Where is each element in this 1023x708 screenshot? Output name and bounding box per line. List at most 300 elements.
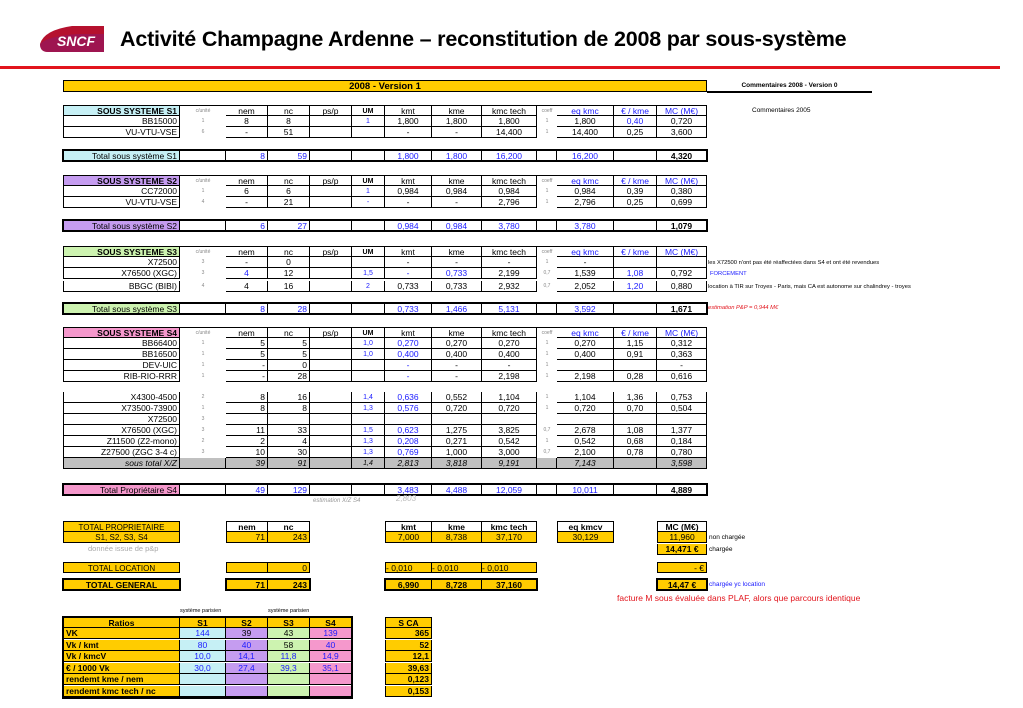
cell-um: 1: [352, 186, 385, 197]
col-header-co: coeff: [537, 327, 557, 338]
total-outline: [62, 483, 708, 496]
cell-nem: -: [226, 127, 268, 138]
cell-um: -: [352, 197, 385, 208]
cell-psp: [310, 349, 352, 360]
ratio-cell: 27,4: [226, 663, 268, 674]
cell-eu: 0,70: [614, 403, 657, 414]
ratio-cell: 80: [180, 640, 226, 651]
title-divider: [0, 66, 1000, 69]
gen-mc-outline: [656, 578, 708, 591]
ratio-header-0: Ratios: [63, 617, 180, 628]
ratio-sca: 12,1: [385, 651, 432, 662]
cell: [226, 562, 268, 573]
row-label: X76500 (XGC): [63, 268, 180, 279]
col-header-nc: nc: [268, 175, 310, 186]
cell-um: 1,5: [352, 425, 385, 436]
cell-nem: 5: [226, 349, 268, 360]
col-header-nc: nc: [268, 327, 310, 338]
ratio-label: rendemt kme / nem: [63, 674, 180, 685]
col-header-kmt: kmt: [385, 246, 432, 257]
gen-kme: 8,728: [432, 579, 482, 590]
gen-kmct: 37,160: [482, 579, 537, 590]
cell-u: 1: [201, 362, 205, 368]
total-kmt: 3,483: [385, 484, 432, 495]
col-header-eq: eq kmc: [557, 327, 614, 338]
cell-mc: 0,504: [657, 403, 707, 414]
cell-eq: -: [557, 257, 614, 268]
loc-kmct: - 0,010: [482, 562, 537, 573]
cell-psp: [310, 268, 352, 279]
subsystem-header: SOUS SYSTEME S2: [63, 175, 180, 186]
cell-nem: 4: [226, 268, 268, 279]
note-forcement: FORCEMENT: [710, 271, 747, 277]
subtotal-eq: 7,143: [557, 458, 614, 469]
ratio-sca: 365: [385, 628, 432, 639]
loc-nc: 0: [268, 562, 310, 573]
col-header-kmt: kmt: [385, 175, 432, 186]
cell-co: 1: [545, 438, 549, 444]
cell-u: 3: [201, 259, 205, 265]
cell-co: 0,7: [543, 283, 551, 289]
cell-um: 2: [352, 281, 385, 292]
cell-mc: [657, 414, 707, 425]
ratio-cell: 139: [310, 628, 352, 639]
total-proprietaire-label: TOTAL PROPRIETAIRE: [63, 521, 180, 532]
subtotal-nem: 39: [226, 458, 268, 469]
sum-tp-eq: 30,129: [557, 532, 614, 543]
cell-kme: 1,275: [432, 425, 482, 436]
cell-kmct: -: [482, 360, 537, 371]
cell-nc: 5: [268, 338, 310, 349]
row-label: CC72000: [63, 186, 180, 197]
total-eq: 10,011: [557, 484, 614, 495]
cell-nc: 28: [268, 371, 310, 382]
subtotal-kmt: 2,813: [385, 458, 432, 469]
sum-tp-kme: 8,738: [432, 532, 482, 543]
ratio-top-label-2: système parisien: [268, 608, 310, 614]
col-header-nc: nc: [268, 246, 310, 257]
cell-co: 0,7: [543, 427, 551, 433]
total-nc: 59: [268, 150, 310, 161]
sum-pp-mc: 14,471 €: [657, 544, 707, 555]
estimation-xz-value: 2,803: [396, 494, 417, 503]
cell-nc: 51: [268, 127, 310, 138]
cell-u: 3: [201, 449, 205, 455]
cell-kmct: 0,270: [482, 338, 537, 349]
note-chargee-location: chargée yc location: [709, 581, 766, 588]
note-x72500: les X72500 n'ont pas été réaffectées dans S4 et ont été revendues: [708, 260, 880, 266]
subtotal-lab: sous total X/Z: [63, 458, 180, 469]
sum-tp-kmt: 7,000: [385, 532, 432, 543]
cell-u: 1: [201, 351, 205, 357]
cell-co: 1: [545, 118, 549, 124]
subsystem-header: SOUS SYSTEME S1: [63, 105, 180, 116]
cell-nc: 16: [268, 281, 310, 292]
cell-um: 1,4: [352, 392, 385, 403]
cell-nc: 6: [268, 186, 310, 197]
cell-nem: 8: [226, 403, 268, 414]
col-header-nem: nem: [226, 105, 268, 116]
cell-kme: -: [432, 257, 482, 268]
cell-kme: -: [432, 197, 482, 208]
cell-u: 1: [201, 405, 205, 411]
cell-psp: [310, 197, 352, 208]
col-header-kmct: kmc tech: [482, 105, 537, 116]
cell-mc: 3,600: [657, 127, 707, 138]
cell-co: 1: [545, 129, 549, 135]
cell-um: [352, 371, 385, 382]
total-nc: 129: [268, 484, 310, 495]
row-label: X73500-73900: [63, 403, 180, 414]
cell-um: 1,0: [352, 338, 385, 349]
subtotal-u: [180, 458, 226, 469]
cell-nem: 6: [226, 186, 268, 197]
cell-eu: 1,20: [614, 281, 657, 292]
cell-kmt: -: [385, 257, 432, 268]
cell-um: 1,0: [352, 349, 385, 360]
cell-kme: 1,800: [432, 116, 482, 127]
cell-eu: 1,08: [614, 268, 657, 279]
cell-psp: [310, 414, 352, 425]
cell-kmt: -: [385, 268, 432, 279]
cell-nem: 5: [226, 338, 268, 349]
cell-kmt: 0,400: [385, 349, 432, 360]
svg-text:SNCF: SNCF: [56, 33, 96, 49]
col-header-kmct: kmc tech: [482, 246, 537, 257]
ratio-label: rendemt kmc tech / nc: [63, 686, 180, 697]
cell-kmct: 0,720: [482, 403, 537, 414]
total-mc: 4,320: [657, 150, 707, 161]
cell-co: 0,7: [543, 270, 551, 276]
loc-kmt: - 0,010: [385, 562, 432, 573]
subsystem-header: SOUS SYSTEME S4: [63, 327, 180, 338]
cell-psp: [310, 257, 352, 268]
cell-mc: 0,880: [657, 281, 707, 292]
total-kmct: 3,780: [482, 220, 537, 231]
cell-psp: [310, 281, 352, 292]
cell-kme: -: [432, 371, 482, 382]
cell-kmt: 0,623: [385, 425, 432, 436]
cell-nem: 4: [226, 281, 268, 292]
total-label: Total Propriétaire S4: [63, 484, 180, 495]
cell-kmt: -: [385, 127, 432, 138]
cell-co: 1: [545, 340, 549, 346]
ratio-sca: 39,63: [385, 663, 432, 674]
sum-h-nc: nc: [268, 521, 310, 532]
row-label: DEV-UIC: [63, 360, 180, 371]
col-header-kmt: kmt: [385, 105, 432, 116]
cell-psp: [310, 338, 352, 349]
cell-nem: 2: [226, 436, 268, 447]
row-label: BB66400: [63, 338, 180, 349]
cell-mc: 0,312: [657, 338, 707, 349]
cell-co: 1: [545, 405, 549, 411]
cell-kmct: -: [482, 257, 537, 268]
col-header-eu: € / kme: [614, 327, 657, 338]
cell-co: 1: [545, 188, 549, 194]
cell-mc: 0,780: [657, 447, 707, 458]
col-header-nem: nem: [226, 246, 268, 257]
cell-eq: [557, 360, 614, 371]
cell-co: [537, 414, 557, 425]
col-header-co: coeff: [537, 175, 557, 186]
cell-mc: 0,720: [657, 116, 707, 127]
total-nem: 6: [226, 220, 268, 231]
cell-u: 1: [201, 340, 205, 346]
cell-mc: 1,377: [657, 425, 707, 436]
total-location-label: TOTAL LOCATION: [63, 562, 180, 573]
cell-kmct: 0,400: [482, 349, 537, 360]
subtotal-psp: [310, 458, 352, 469]
sum-h-kmt: kmt: [385, 521, 432, 532]
comment-2005: Commentaires 2005: [752, 107, 811, 114]
cell-psp: [310, 392, 352, 403]
col-header-eq: eq kmc: [557, 246, 614, 257]
col-header-kmct: kmc tech: [482, 327, 537, 338]
col-header-nem: nem: [226, 175, 268, 186]
cell-nc: 0: [268, 257, 310, 268]
cell-nem: 8: [226, 392, 268, 403]
subtotal-mc: 3,598: [657, 458, 707, 469]
page-title: Activité Champagne Ardenne – reconstitution de 2008 par sous-système: [120, 27, 847, 51]
cell-eu: [614, 414, 657, 425]
cell-mc: 0,616: [657, 371, 707, 382]
row-label: BB15000: [63, 116, 180, 127]
sncf-logo: [38, 22, 106, 56]
cell-nem: [226, 414, 268, 425]
row-label: BB16500: [63, 349, 180, 360]
total-kme: 4,488: [432, 484, 482, 495]
col-header-um: UM: [352, 175, 385, 186]
total-kmt: 1,800: [385, 150, 432, 161]
cell-nc: 12: [268, 268, 310, 279]
ratios-outline: [62, 616, 353, 699]
cell-kmt: 0,576: [385, 403, 432, 414]
col-header-eu: € / kme: [614, 175, 657, 186]
total-outline: [62, 219, 708, 232]
subtotal-nc: 91: [268, 458, 310, 469]
cell-kmct: [482, 414, 537, 425]
total-general-label: TOTAL GENERAL: [63, 579, 180, 590]
cell-eu: 1,36: [614, 392, 657, 403]
col-header-um: UM: [352, 246, 385, 257]
col-header-mc: MC (M€): [657, 105, 707, 116]
row-label: RIB-RIO-RRR: [63, 371, 180, 382]
cell-um: [352, 360, 385, 371]
sum-h-mc: MC (M€): [657, 521, 707, 532]
ratio-cell: 35,1: [310, 663, 352, 674]
col-header-psp: ps/p: [310, 175, 352, 186]
cell-nem: 10: [226, 447, 268, 458]
cell-eq: 2,052: [557, 281, 614, 292]
ratio-sca: 0,123: [385, 674, 432, 685]
col-header-u: c/unité: [180, 175, 226, 186]
total-kmt: 0,984: [385, 220, 432, 231]
loc-kme: - 0,010: [432, 562, 482, 573]
cell-kme: 0,270: [432, 338, 482, 349]
cell-kmt: -: [385, 371, 432, 382]
sum-h-eqkmcv: eq kmcv: [557, 521, 614, 532]
cell-psp: [310, 447, 352, 458]
cell-um: 1,5: [352, 268, 385, 279]
total-mc: 1,079: [657, 220, 707, 231]
row-label: Z11500 (Z2-mono): [63, 436, 180, 447]
cell-u: 3: [201, 270, 205, 276]
cell-eu: 0,68: [614, 436, 657, 447]
ratio-cell: 11,8: [268, 651, 310, 662]
cell-um: [352, 127, 385, 138]
comment-v0: Commentaires 2008 - Version 0: [707, 80, 872, 92]
row-label: X76500 (XGC): [63, 425, 180, 436]
cell-kmt: -: [385, 197, 432, 208]
gen-kmt: 6,990: [385, 579, 432, 590]
cell-nc: 8: [268, 116, 310, 127]
col-header-co: coeff: [537, 246, 557, 257]
cell-eq: 2,678: [557, 425, 614, 436]
cell-psp: [310, 127, 352, 138]
cell-mc: [657, 257, 707, 268]
cell-kmct: 1,800: [482, 116, 537, 127]
total-mc: 1,671: [657, 303, 707, 314]
cell-eq: 2,100: [557, 447, 614, 458]
cell-psp: [310, 186, 352, 197]
cell-nc: 16: [268, 392, 310, 403]
cell-u: 4: [201, 199, 205, 205]
col-header-um: UM: [352, 105, 385, 116]
cell-psp: [310, 425, 352, 436]
total-eq: 3,780: [557, 220, 614, 231]
row-label: X72500: [63, 257, 180, 268]
col-header-u: c/unité: [180, 105, 226, 116]
cell-u: 1: [201, 373, 205, 379]
cell-co: 1: [545, 199, 549, 205]
total-mc: 4,889: [657, 484, 707, 495]
cell-eu: 1,08: [614, 425, 657, 436]
cell-kme: -: [432, 360, 482, 371]
col-header-kmct: kmc tech: [482, 175, 537, 186]
ratio-label: Vk / kmt: [63, 640, 180, 651]
ratio-cell: 10,0: [180, 651, 226, 662]
cell-kmct: 14,400: [482, 127, 537, 138]
cell-kmct: 2,932: [482, 281, 537, 292]
total-nem: 49: [226, 484, 268, 495]
cell-nem: 11: [226, 425, 268, 436]
cell-eu: 0,28: [614, 371, 657, 382]
cell-kme: 0,720: [432, 403, 482, 414]
cell-eq: 14,400: [557, 127, 614, 138]
cell-kmct: 0,984: [482, 186, 537, 197]
cell-co: 1: [545, 362, 549, 368]
ratio-header-sca: S CA: [385, 617, 432, 628]
cell-u: 2: [201, 438, 205, 444]
sum-tp-kmct: 37,170: [482, 532, 537, 543]
cell-eq: 2,198: [557, 371, 614, 382]
cell-kme: 0,271: [432, 436, 482, 447]
cell-kme: 0,733: [432, 281, 482, 292]
col-header-um: UM: [352, 327, 385, 338]
note-estimation-pp: estimation P&P = 0,944 M€: [708, 305, 779, 311]
note-chargee: chargée: [709, 546, 733, 553]
total-kmt: 0,733: [385, 303, 432, 314]
ratio-label: Vk / kmcV: [63, 651, 180, 662]
cell-kme: 1,000: [432, 447, 482, 458]
cell-psp: [310, 116, 352, 127]
row-label: VU-VTU-VSE: [63, 127, 180, 138]
cell-eq: 0,270: [557, 338, 614, 349]
ratio-sca: 0,153: [385, 686, 432, 697]
ratio-cell: 43: [268, 628, 310, 639]
total-label: Total sous système S1: [63, 150, 180, 161]
row-label: X4300-4500: [63, 392, 180, 403]
cell-nc: 21: [268, 197, 310, 208]
gen-km-outline: [384, 578, 538, 591]
total-kme: 1,800: [432, 150, 482, 161]
cell-nc: [268, 414, 310, 425]
note-facture: facture M sous évaluée dans PLAF, alors que parcours identique: [617, 593, 861, 603]
ratio-header-4: S4: [310, 617, 352, 628]
subtotal-co: [537, 458, 557, 469]
col-header-psp: ps/p: [310, 327, 352, 338]
cell-eu: [614, 360, 657, 371]
cell-u: 3: [201, 427, 205, 433]
ratio-cell: 39,3: [268, 663, 310, 674]
cell-mc: 0,699: [657, 197, 707, 208]
cell-kmct: 1,104: [482, 392, 537, 403]
gen-mc: 14,47 €: [657, 579, 707, 590]
cell-kme: -: [432, 127, 482, 138]
total-outline: [62, 149, 708, 162]
total-nem: 8: [226, 303, 268, 314]
col-header-u: c/unité: [180, 246, 226, 257]
cell-kme: 0,984: [432, 186, 482, 197]
ratio-cell: 40: [226, 640, 268, 651]
ratio-cell: 58: [268, 640, 310, 651]
version-header: 2008 - Version 1: [63, 80, 707, 92]
col-header-kme: kme: [432, 327, 482, 338]
cell-psp: [310, 371, 352, 382]
ratio-header-3: S3: [268, 617, 310, 628]
col-header-eu: € / kme: [614, 246, 657, 257]
total-proprietaire-sub: S1, S2, S3, S4: [63, 532, 180, 543]
cell-u: 6: [201, 129, 205, 135]
cell-kmt: [385, 414, 432, 425]
sum-tp-nc: 243: [268, 532, 310, 543]
subtotal-kmct: 9,191: [482, 458, 537, 469]
col-header-mc: MC (M€): [657, 327, 707, 338]
cell-u: 4: [201, 283, 205, 289]
cell-u: 1: [201, 188, 205, 194]
cell-kmt: 0,733: [385, 281, 432, 292]
cell-eu: [614, 257, 657, 268]
cell-psp: [310, 360, 352, 371]
cell-eu: 1,15: [614, 338, 657, 349]
cell-eq: 1,800: [557, 116, 614, 127]
total-kmct: 5,131: [482, 303, 537, 314]
cell-kme: 0,733: [432, 268, 482, 279]
cell-nc: 33: [268, 425, 310, 436]
col-header-eq: eq kmc: [557, 105, 614, 116]
ratio-sca: 52: [385, 640, 432, 651]
cell-nem: -: [226, 360, 268, 371]
cell-eu: 0,39: [614, 186, 657, 197]
col-header-psp: ps/p: [310, 246, 352, 257]
col-header-mc: MC (M€): [657, 175, 707, 186]
cell-nem: 8: [226, 116, 268, 127]
sum-h-kmct: kmc tech: [482, 521, 537, 532]
cell-eq: [557, 414, 614, 425]
total-kmct: 12,059: [482, 484, 537, 495]
ratio-cell: 39: [226, 628, 268, 639]
